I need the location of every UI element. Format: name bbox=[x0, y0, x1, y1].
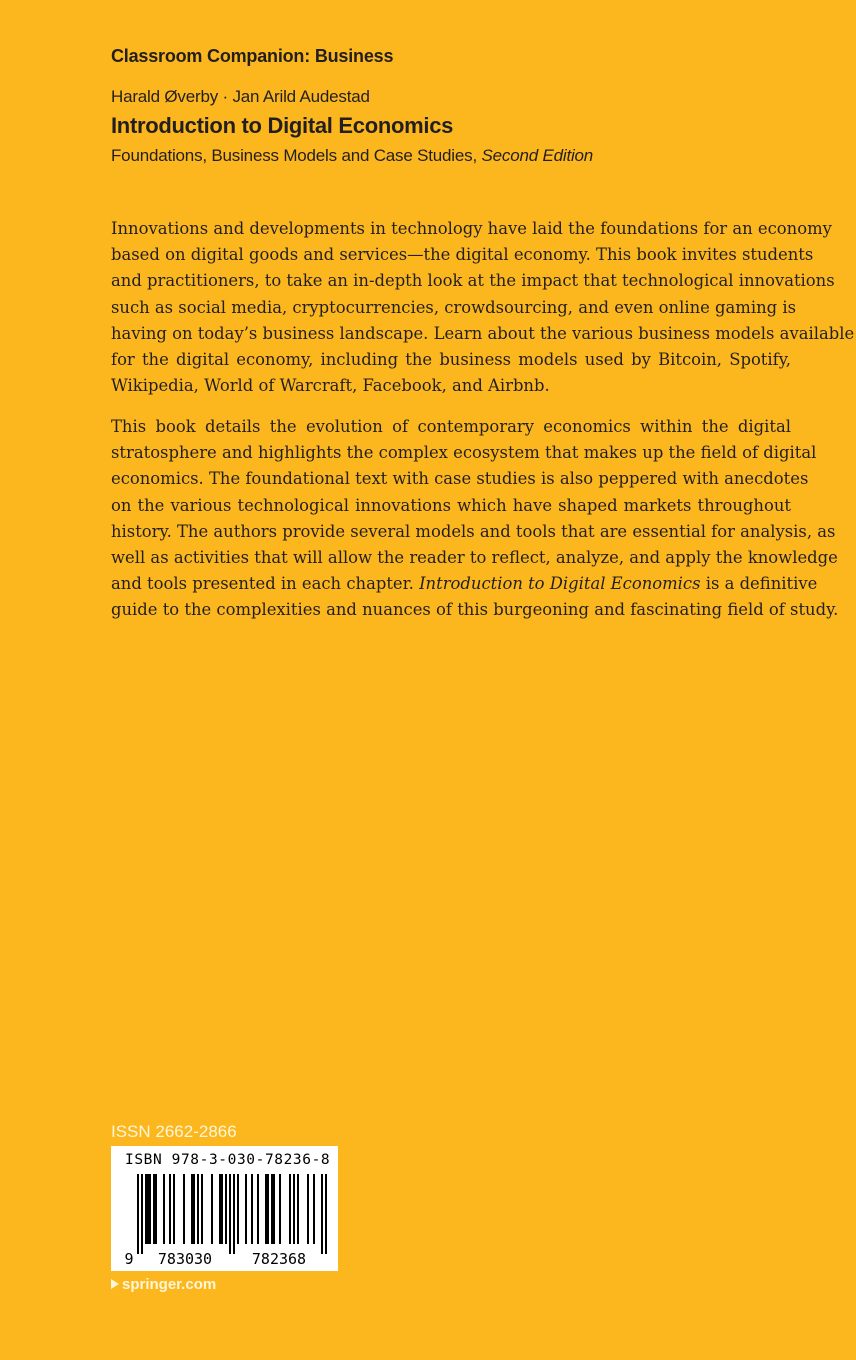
barcode-bar bbox=[191, 1174, 193, 1244]
barcode-bar bbox=[297, 1174, 299, 1244]
barcode-bar bbox=[197, 1174, 199, 1244]
para1-line: based on digital goods and services—the digital economy. This book invites students bbox=[111, 245, 814, 265]
barcode-bar bbox=[273, 1174, 275, 1244]
para2-line: guide to the complexities and nuances of this burgeoning and fascinating field of study. bbox=[111, 600, 839, 620]
barcode-bar bbox=[279, 1174, 281, 1244]
barcode-bar bbox=[325, 1174, 327, 1254]
isbn-label: ISBN 978-3-030-78236-8 bbox=[125, 1152, 331, 1168]
para2-line: stratosphere and highlights the complex ecosystem that makes up the field of digital bbox=[111, 443, 817, 463]
barcode-bar bbox=[293, 1174, 295, 1244]
barcode-digits: 9 bbox=[124, 1250, 134, 1268]
para1-line: for the digital economy, including the business models used by Bitcoin, Spotify, bbox=[111, 350, 791, 370]
barcode-bar bbox=[145, 1174, 147, 1244]
arrow-right-icon bbox=[111, 1279, 119, 1289]
barcode-bar bbox=[201, 1174, 203, 1244]
description-paragraph-1 bbox=[111, 216, 855, 399]
subtitle-main: Foundations, Business Models and Case Studies, bbox=[111, 146, 477, 165]
description-paragraph-2 bbox=[111, 414, 839, 624]
barcode-bar bbox=[225, 1174, 227, 1244]
book-title: Introduction to Digital Economics bbox=[111, 113, 454, 138]
barcode-bar bbox=[289, 1174, 291, 1244]
para2-line bbox=[111, 571, 818, 597]
barcode-bar bbox=[147, 1174, 149, 1244]
barcode-bar bbox=[271, 1174, 273, 1244]
barcode-bar bbox=[211, 1174, 213, 1244]
barcode-bar bbox=[163, 1174, 165, 1244]
barcode-bar bbox=[153, 1174, 155, 1244]
subtitle-edition: Second Edition bbox=[481, 146, 594, 165]
barcode-bar bbox=[219, 1174, 221, 1244]
para2-line: well as activities that will allow the reader to reflect, analyze, and apply the knowledge bbox=[111, 548, 838, 568]
authors: Harald Øverby · Jan Arild Audestad bbox=[111, 87, 370, 106]
barcode-bar bbox=[233, 1174, 235, 1254]
para2-line: on the various technological innovations which have shaped markets throughout bbox=[111, 495, 791, 515]
barcode-bar bbox=[137, 1174, 139, 1254]
series-name: Classroom Companion: Business bbox=[111, 46, 394, 66]
issn: ISSN 2662-2866 bbox=[111, 1122, 237, 1141]
barcode-bar bbox=[307, 1174, 309, 1244]
para2-line7-before: and tools presented in each chapter. bbox=[111, 574, 414, 594]
barcode-bar bbox=[251, 1174, 253, 1244]
publisher-link[interactable] bbox=[111, 1276, 216, 1293]
para1-line: Innovations and developments in technology have laid the foundations for an economy bbox=[111, 219, 832, 238]
barcode-bar bbox=[149, 1174, 151, 1244]
book-title-inline: Introduction to Digital Economics bbox=[419, 574, 701, 594]
para1-line: having on today’s business landscape. Learn about the various business models available bbox=[111, 323, 855, 343]
book-subtitle bbox=[111, 146, 593, 166]
barcode-bar bbox=[321, 1174, 323, 1254]
barcode-digits: 782368 bbox=[251, 1250, 307, 1268]
barcode-bar bbox=[169, 1174, 171, 1244]
para2-line: history. The authors provide several models and tools that are essential for analysis, as bbox=[111, 521, 836, 541]
barcode-bar bbox=[173, 1174, 175, 1244]
para1-line: Wikipedia, World of Warcraft, Facebook, and Airbnb. bbox=[111, 376, 550, 396]
barcode-bar bbox=[141, 1174, 143, 1254]
para2-line: economics. The foundational text with case studies is also peppered with anecdotes bbox=[111, 469, 809, 489]
barcode-digits: 783030 bbox=[157, 1250, 213, 1268]
publisher-url: springer.com bbox=[122, 1276, 217, 1293]
para2-line7-after: is a definitive bbox=[705, 574, 818, 594]
para1-line: such as social media, cryptocurrencies, crowdsourcing, and even online gaming is bbox=[111, 297, 796, 317]
barcode-bar bbox=[183, 1174, 185, 1244]
barcode-bar bbox=[267, 1174, 269, 1244]
isbn-barcode bbox=[111, 1146, 338, 1271]
barcode-bar bbox=[313, 1174, 315, 1244]
barcode-bar bbox=[221, 1174, 223, 1244]
barcode-bar bbox=[155, 1174, 157, 1244]
para1-line: and practitioners, to take an in-depth look at the impact that technological innovations bbox=[111, 271, 835, 291]
barcode-bar bbox=[257, 1174, 259, 1244]
barcode-bar bbox=[229, 1174, 231, 1254]
para2-line: This book details the evolution of contemporary economics within the digital bbox=[111, 417, 791, 436]
barcode-bar bbox=[237, 1174, 239, 1244]
barcode-bar bbox=[245, 1174, 247, 1244]
barcode-bar bbox=[265, 1174, 267, 1244]
barcode-bar bbox=[193, 1174, 195, 1244]
